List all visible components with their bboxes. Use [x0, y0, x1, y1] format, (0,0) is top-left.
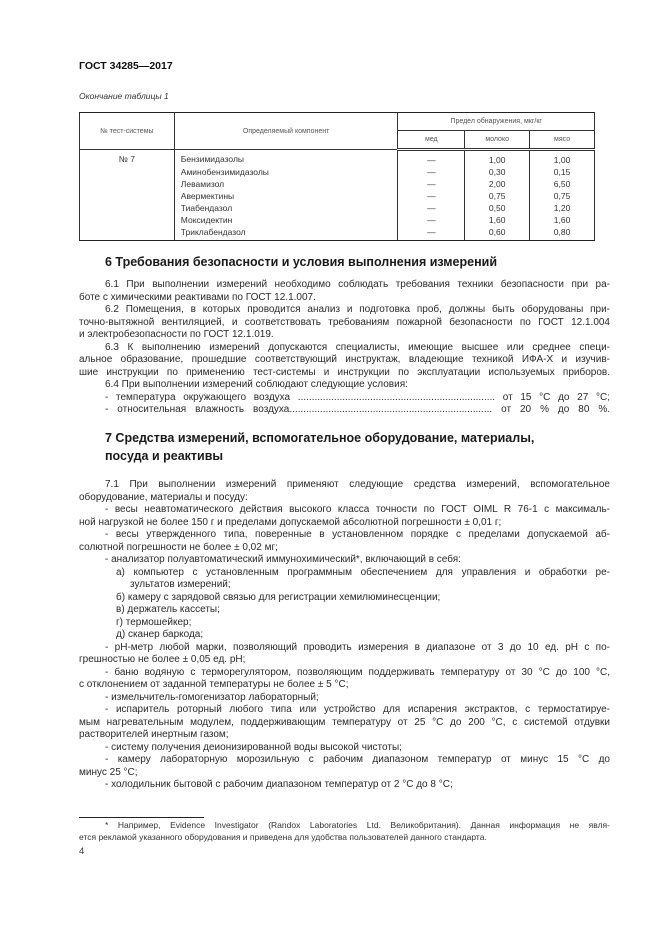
milk-cell: 1,00: [465, 150, 530, 167]
component-cell: Тиабендазол: [174, 202, 398, 214]
section-7-heading-line-1: 7 Средства измерений, вспомогательное оборудование, материалы,: [105, 431, 535, 445]
table-row: [80, 166, 595, 178]
text-line: - холодильник бытовой с рабочим диапазоном температур от 2 °С до 8 °С;: [105, 779, 453, 790]
table-row: [80, 226, 595, 241]
meat-cell: 0,15: [530, 166, 595, 178]
component-cell: Авермектины: [174, 190, 398, 202]
text-line: - рН-метр любой марки, позволяющий проводить измерения в диапазоне от 3 до 10 ед. рН с по-: [105, 641, 610, 653]
footnote: [79, 819, 610, 843]
text-line: боте с химическими реактивами по ГОСТ 12.1.007.: [79, 291, 316, 303]
text-line: с отклонением от заданной температуры не более ± 5 °С;: [79, 679, 349, 690]
text-line: - температура окружающего воздуха ....................................................................... от 15 °С до 27 °С;: [105, 391, 610, 403]
text-line: 6.1 При выполнении измерений необходимо соблюдать требования техники безопасности при ра-: [105, 279, 610, 290]
text-line: минус 25 °С;: [79, 766, 138, 778]
table-row: [80, 150, 595, 167]
text-line: - баню водяную с терморегулятором, позволяющим поддерживать температуру от 30 °С до 100 °С,: [105, 666, 610, 678]
header-component: Определяемый компонент: [174, 113, 398, 150]
meat-cell: 0,80: [530, 226, 595, 241]
text-line: зультатов измерений;: [130, 579, 231, 590]
test-system-cell: [80, 178, 175, 190]
table-row: [80, 178, 595, 190]
honey-cell: —: [398, 190, 465, 202]
header-honey: мед: [398, 131, 465, 150]
text-line: * Например, Evidence Investigator (Randox Laboratories Ltd. Великобритания). Данная информация не явля-: [105, 820, 610, 830]
meat-cell: 1,60: [530, 214, 595, 226]
text-line: - весы неавтоматического действия высокого класса точности по ГОСТ OIML R 76-1 с максималь-: [105, 504, 610, 515]
text-line: и электробезопасности по ГОСТ 12.1.019.: [79, 329, 274, 340]
text-line: а) компьютер с установленным программным обеспечением для управления и обработки ре-: [116, 566, 610, 578]
honey-cell: —: [398, 178, 465, 190]
test-system-cell: [80, 214, 175, 226]
detection-limits-table: [79, 112, 595, 241]
test-system-cell: [80, 226, 175, 241]
text-line: альное образование, прошедшие соответствующий инструктаж, владеющие техникой ИФА-Х и изучив-: [79, 354, 610, 365]
header-meat: мясо: [530, 131, 595, 150]
text-line: солютной погрешности не более ± 0,02 мг;: [79, 541, 278, 553]
text-line: мым нагревательным модулем, поддерживающим температуру от 25 °С до 200 °С, с системой отдувки: [79, 716, 610, 728]
test-system-cell: [80, 190, 175, 202]
text-line: г) термошейкер;: [116, 616, 192, 628]
milk-cell: 0,30: [465, 166, 530, 178]
component-cell: Бензимидазолы: [174, 150, 398, 167]
table-row: [80, 214, 595, 226]
text-line: ной нагрузкой не более 150 г и пределами допускаемой абсолютной погрешности ± 0,01 г;: [79, 516, 502, 528]
table-caption: Окончание таблицы 1: [79, 91, 169, 101]
text-line: 7.1 При выполнении измерений применяют следующие средства измерений, вспомогательное: [105, 479, 610, 490]
meat-cell: 1,20: [530, 202, 595, 214]
test-system-cell: № 7: [80, 150, 175, 167]
milk-cell: 0,75: [465, 190, 530, 202]
text-line: грешностью не более ± 0,05 ед. рН;: [79, 654, 246, 665]
text-line: шие инструкции по применению тест-системы и инструкции по эксплуатации используемых приборов.: [79, 366, 610, 378]
test-system-cell: [80, 166, 175, 178]
text-line: - камеру лабораторную морозильную с рабочим диапазоном температур от минус 15 °С до: [105, 754, 610, 765]
header-system: № тест-системы: [80, 113, 175, 150]
text-line: 6.3 К выполнению измерений допускаются специалисты, имеющие высшее или среднее специ-: [105, 341, 610, 353]
text-line: в) держатель кассеты;: [116, 604, 220, 615]
header-limit: Предел обнаружения, мкг/кг: [398, 113, 595, 131]
milk-cell: 0,50: [465, 202, 530, 214]
document-id: ГОСТ 34285—2017: [79, 60, 173, 72]
component-cell: Моксидектин: [174, 214, 398, 226]
text-line: 6.4 При выполнении измерений соблюдают следующие условия:: [105, 379, 408, 390]
honey-cell: —: [398, 150, 465, 167]
honey-cell: —: [398, 226, 465, 241]
component-cell: Аминобензимидазолы: [174, 166, 398, 178]
text-line: растворителей инертным газом;: [79, 729, 229, 740]
text-line: - систему получения деионизированной воды высокой чистоты;: [105, 741, 402, 753]
text-line: - относительная влажность воздуха......................................................................... от 20 % до 80 %.: [105, 404, 610, 415]
milk-cell: 2,00: [465, 178, 530, 190]
text-line: - весы утвержденного типа, поверенные в установленном порядке с пределами допускаемой аб-: [105, 529, 610, 540]
meat-cell: 1,00: [530, 150, 595, 167]
section-7: [79, 429, 610, 792]
test-system-cell: [80, 202, 175, 214]
text-line: д) сканер баркода;: [116, 629, 204, 640]
text-line: ется рекламой указанного оборудования и приведена для удобства пользователей данного стандарта.: [79, 832, 487, 842]
text-line: - анализатор полуавтоматический иммунохимический*, включающий в себя:: [105, 554, 461, 565]
section-6: [79, 253, 610, 417]
text-line: оборудование, материалы и посуду:: [79, 491, 248, 503]
milk-cell: 0,60: [465, 226, 530, 241]
component-cell: Левамизол: [174, 178, 398, 190]
table-row: [80, 202, 595, 214]
header-milk: молоко: [465, 131, 530, 150]
honey-cell: —: [398, 166, 465, 178]
honey-cell: —: [398, 214, 465, 226]
meat-cell: 0,75: [530, 190, 595, 202]
text-line: 6.2 Помещения, в которых проводится анализ и подготовка проб, должны быть оборудованы при-: [105, 304, 610, 315]
text-line: - измельчитель-гомогенизатор лабораторный;: [105, 691, 319, 703]
section-6-heading: 6 Требования безопасности и условия выполнения измерений: [105, 255, 498, 269]
honey-cell: —: [398, 202, 465, 214]
section-7-heading-line-2: посуда и реактивы: [105, 449, 224, 463]
milk-cell: 1,60: [465, 214, 530, 226]
text-line: б) камеру с зарядовой связью для регистрации хемилюминесценции;: [116, 591, 441, 603]
page-number: 4: [79, 846, 85, 857]
meat-cell: 6,50: [530, 178, 595, 190]
text-line: точно-вытяжной вентиляцией, и соответствовать требованиям пожарной безопасности по ГОСТ 12.1.004: [79, 316, 610, 328]
component-cell: Триклабендазол: [174, 226, 398, 241]
text-line: - испаритель роторный любого типа или устройство для испарения экстрактов, с термостатируе-: [105, 704, 610, 715]
footnote-divider: [79, 817, 204, 818]
table-row: [80, 190, 595, 202]
